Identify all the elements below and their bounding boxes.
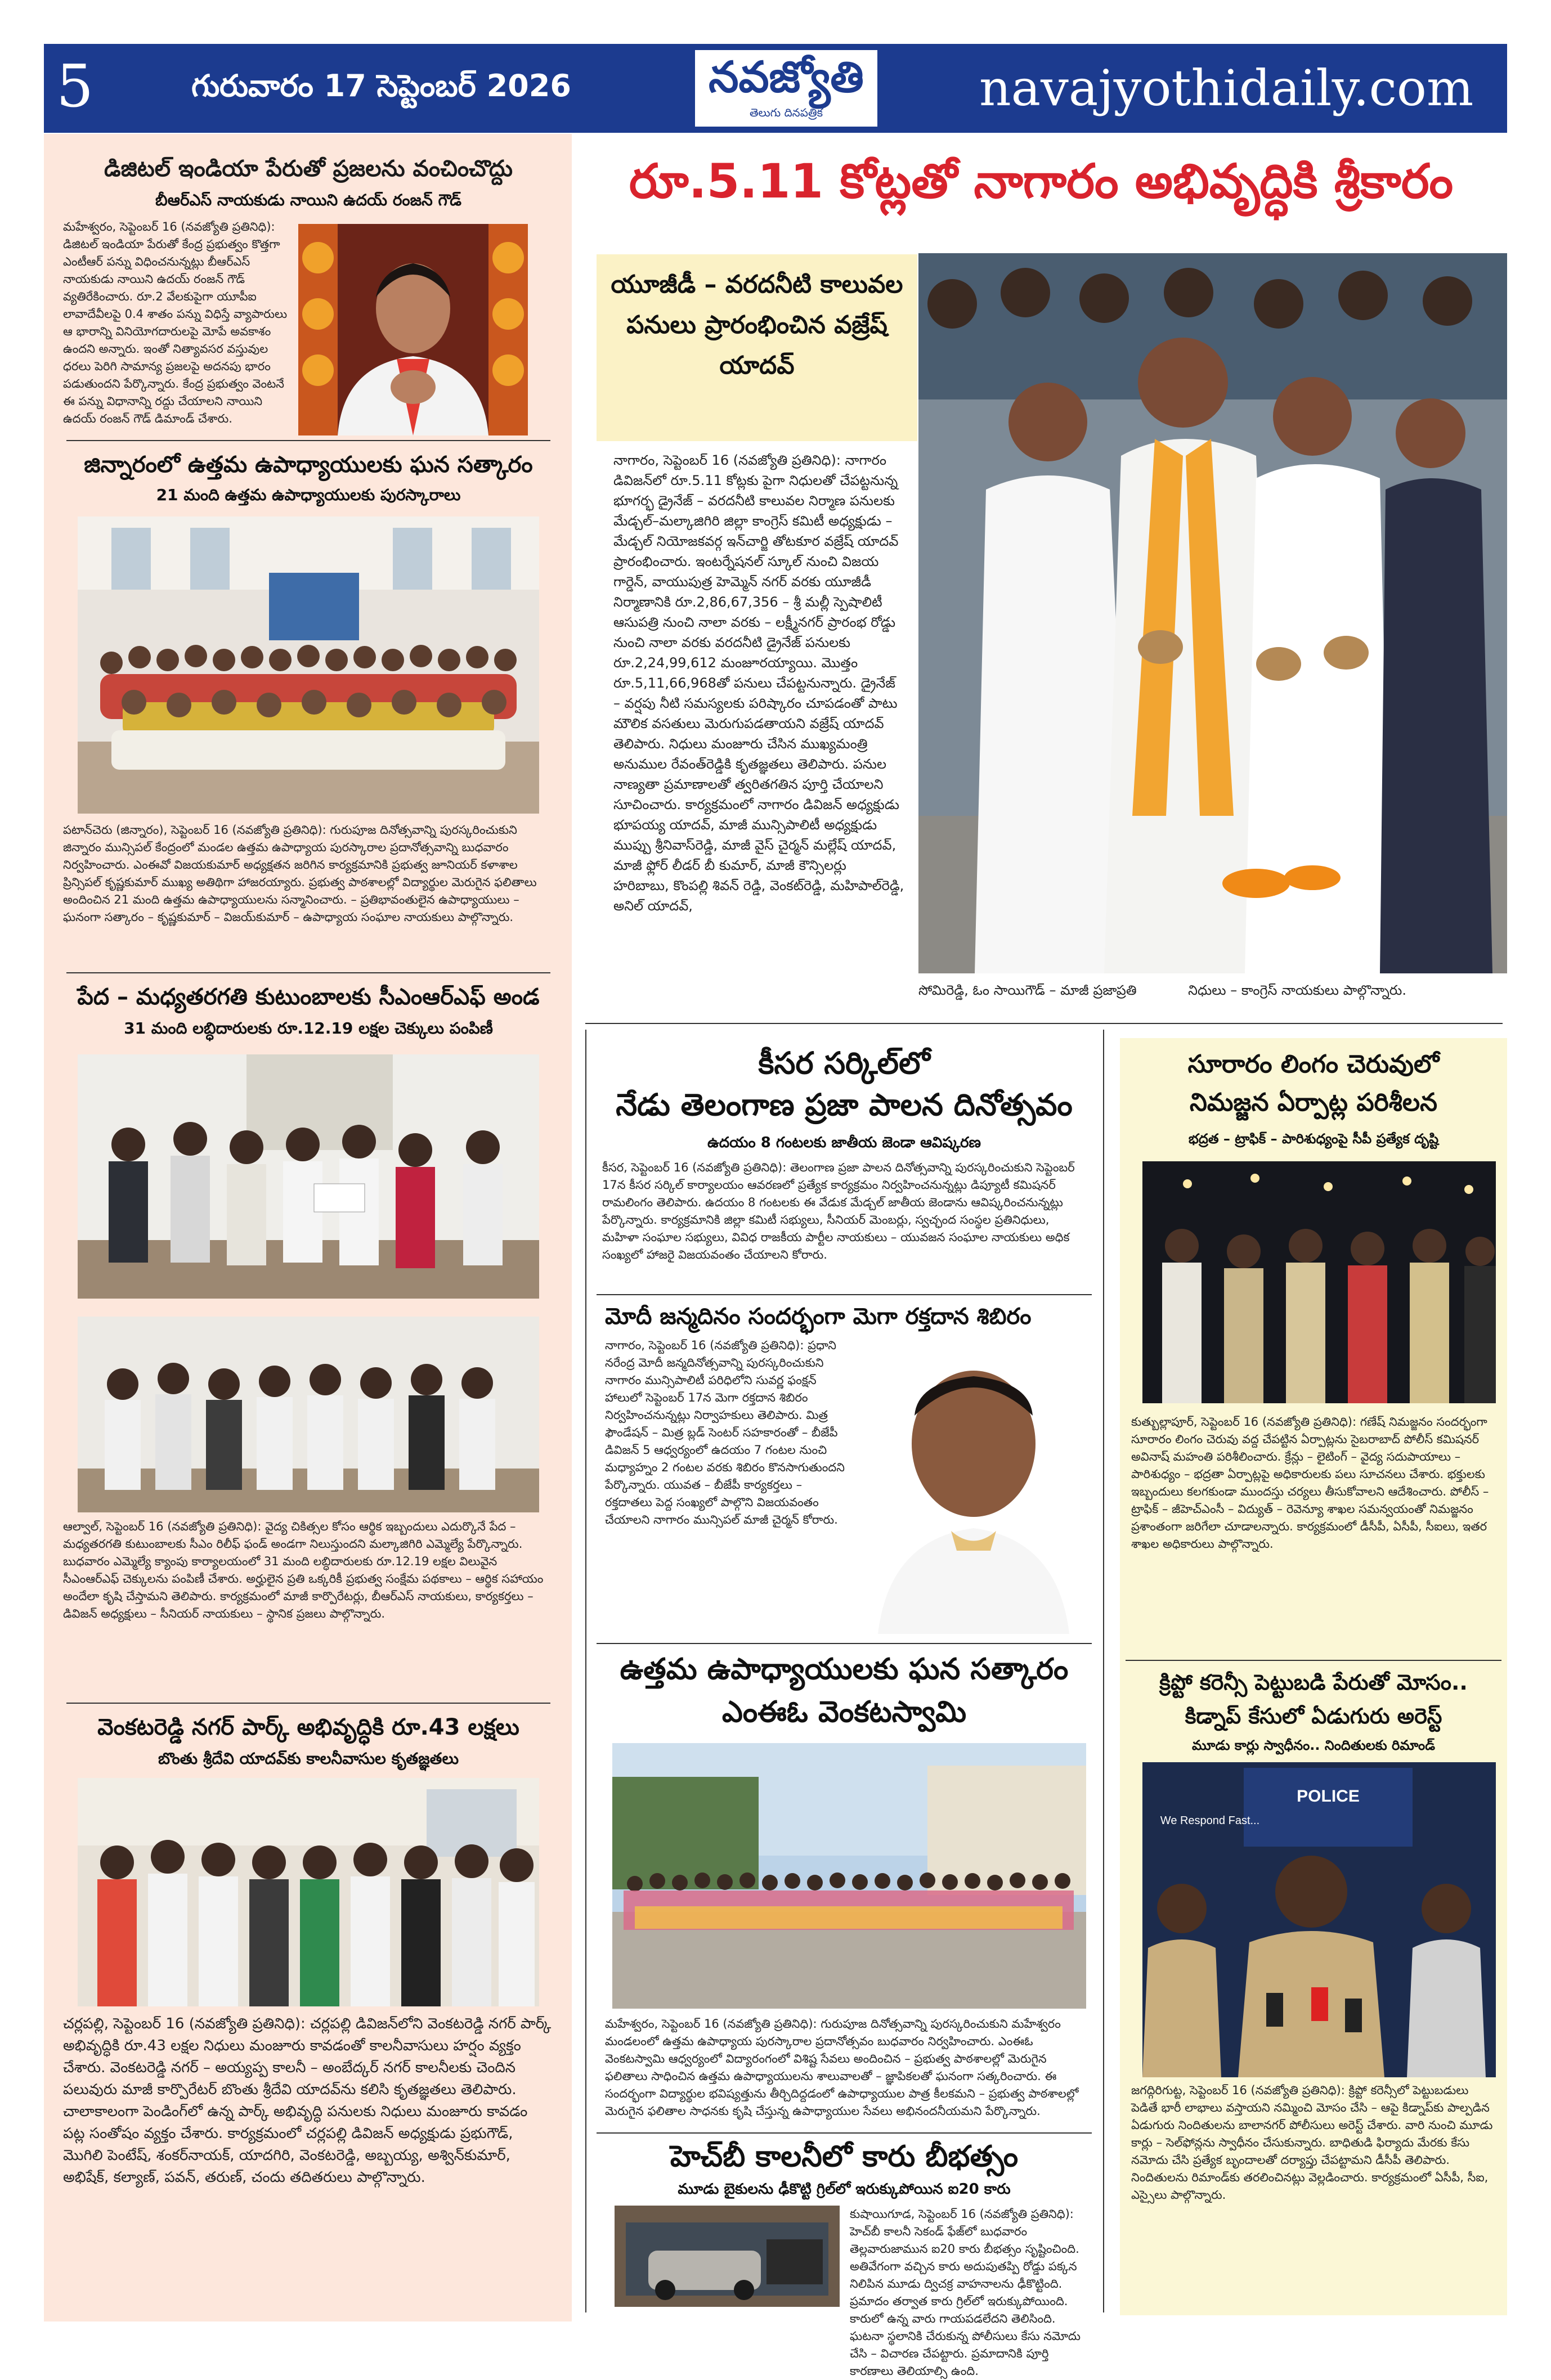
- article-subtitle: 21 మంది ఉత్తమ ఉపాధ్యాయులకు పురస్కారాలు: [156, 486, 461, 504]
- article-body: నాగారం, సెప్టెంబర్ 16 (నవజ్యోతి ప్రతినిధి): ప్రధాని నరేంద్ర మోదీ జన్మదినోత్సవాన్ని పురస్కరించుకుని నాగారం మున్సిపాలిటీ పరిధిలోని సువర్ణ ఫంక్షన్ హాలులో సెప్టెంబర్ 17న మెగా రక్తదాన శిబిరం నిర్వహించనున్నట్లు నిర్వాహకులు తెలిపారు. మిత్ర ఫౌండేషన్ – మిత్ర బ్లడ్ సెంటర్ సహకారంతో – బీజేపీ డివిజన్ 5 ఆధ్వర్యంలో ఉదయం 7 గంటల నుంచి మధ్యాహ్నం 2 గంటల వరకు శిబిరం కొనసాగుతుందని పేర్కొన్నారు. యువత – బీజేపీ కార్యకర్తలు – రక్తదాతలు పెద్ద సంఖ్యలో పాల్గొని విజయవంతం చేయాలని నాగారం మున్సిపల్ మాజీ చైర్మన్ కోరారు.: [605, 1339, 845, 1526]
- cheque-distribution-photo-2: [78, 1317, 539, 1512]
- lead-highlight: యూజీడీ – వరదనీటి కాలువల పనులు ప్రారంభించిన వజ్రేష్ యాదవ్: [611, 270, 903, 380]
- newspaper-logo: [693, 48, 879, 128]
- column-divider: [1103, 1030, 1104, 2312]
- article-title: వెంకటరెడ్డి నగర్ పార్క్ అభివృద్ధికి రూ.43 లక్షలు: [97, 1714, 519, 1740]
- column-divider: [585, 1030, 586, 2312]
- article-body: కుషాయిగూడ, సెప్టెంబర్ 16 (నవజ్యోతి ప్రతినిధి): హెచ్‌బీ కాలనీ సెకండ్ ఫేజ్‌లో బుధవారం తెల్లవారుజామున ఐ20 కారు బీభత్సం సృష్టించింది. అతివేగంగా వచ్చిన కారు అదుపుతప్పి రోడ్డు పక్కన నిలిపిన మూడు ద్విచక్ర వాహనాలను ఢీకొట్టింది. ప్రమాదం తర్వాత కారు గ్రిల్‌లో ఇరుక్కుపోయింది. కారులో ఉన్న వారు గాయపడలేదని తెలిసింది. ఘటనా స్థలానికి చేరుకున్న పోలీసులు కేసు నమోదు చేసి – విచారణ చేపట్టారు. ప్రమాదానికి పూర్తి కారణాలు తెలియాల్సి ఉంది.: [850, 2207, 1081, 2378]
- banner-slogan: We Respond Fast...: [1160, 1815, 1260, 1827]
- logo-subtitle: తెలుగు దినపత్రిక: [749, 106, 823, 119]
- photo-caption: సోమిరెడ్డి, ఓం సాయిగౌడ్ – మాజీ ప్రజాప్రతి నిధులు – కాంగ్రెస్ నాయకులు పాల్గొన్నారు.: [918, 982, 1406, 998]
- article-title: నేడు తెలంగాణ ప్రజా పాలన దినోత్సవం: [616, 1087, 1073, 1122]
- lead-headline: రూ.5.11 కోట్లతో నాగారం అభివృద్ధికి శ్రీకారం: [629, 154, 1454, 209]
- felicitation-group-photo: [78, 517, 539, 814]
- article-subtitle: బీఆర్ఎస్ నాయకుడు నాయిని ఉదయ్ రంజన్ గౌడ్: [155, 191, 461, 209]
- lead-article-body: నాగారం, సెప్టెంబర్ 16 (నవజ్యోతి ప్రతినిధి): నాగారం డివిజన్‌లో రూ.5.11 కోట్లకు పైగా నిధులతో చేపట్టనున్న భూగర్భ డ్రైనేజ్ – వరదనీటి కాలువల నిర్మాణ పనులకు మేడ్చల్–మల్కాజిగిరి జిల్లా కాంగ్రెస్ కమిటీ అధ్యక్షుడు – మేడ్చల్ నియోజకవర్గ ఇన్‌చార్జి తోటకూర వజ్రేష్ యాదవ్ ప్రారంభించారు. ఇంటర్నేషనల్ స్కూల్ నుంచి విజయ గార్డెన్, వాయుపుత్ర హెమ్మెన్ నగర్ వరకు యూజీడీ నిర్మాణానికి రూ.2,86,67,356 – శ్రీ మల్లీ స్పెషాలిటీ ఆసుపత్రి నుంచి నాలా వరకు – లక్ష్మీనగర్ ప్రారంభ రోడ్డు నుంచి నాలా వరకు వరదనీటి డ్రైనేజ్ పనులకు రూ.2,24,99,612 మంజూరయ్యాయి. మొత్తం రూ.5,11,66,968తో పనులు చేపట్టనున్నారు. డ్రైనేజ్ – వర్షపు నీటి సమస్యలకు పరిష్కారం చూపడంతో పాటు మౌలిక వసతులు మెరుగుపడతాయని వజ్రేష్ యాదవ్ తెలిపారు. నిధులు మంజూరు చేసిన ముఖ్యమంత్రి అనుముల రేవంత్‌రెడ్డికి కృతజ్ఞతలు తెలిపారు. పనుల నాణ్యతా ప్రమాణాలతో త్వరితగతిన పూర్తి చేయాలని సూచించారు. కార్యక్రమంలో నాగారం డివిజన్ అధ్యక్షుడు భూపయ్య యాదవ్, మాజీ మున్సిపాలిటీ అధ్యక్షుడు ముప్పు శ్రీనివాస్‌రెడ్డి, మాజీ వైస్ చైర్మన్ మల్లేష్ యాదవ్, మాజీ ఫ్లోర్ లీడర్ బీ కుమార్, మాజీ కౌన్సిలర్లు హరిబాబు, కొంపల్లి శివన్ రెడ్డి, వెంకట్‌రెడ్డి, మహిపాల్‌రెడ్డి, అనిల్ యాదవ్,: [613, 452, 904, 914]
- article-body: ఆల్వాల్, సెప్టెంబర్ 16 (నవజ్యోతి ప్రతినిధి): వైద్య చికిత్సల కోసం ఆర్థిక ఇబ్బందులు ఎదుర్కొనే పేద – మధ్యతరగతి కుటుంబాలకు సీఎం రిలీఫ్ ఫండ్ అండగా నిలుస్తుందని మల్కాజిగిరి ఎమ్మెల్యే పేర్కొన్నారు. బుధవారం ఎమ్మెల్యే క్యాంపు కార్యాలయంలో 31 మంది లబ్ధిదారులకు రూ.12.19 లక్షల విలువైన సీఎంఆర్ఎఫ్ చెక్కులను పంపిణీ చేశారు. అర్హులైన ప్రతి ఒక్కరికీ ప్రభుత్వ సంక్షేమ పథకాలు – ఆర్థిక సహాయం అందేలా కృషి చేస్తామని తెలిపారు. కార్యక్రమంలో మాజీ కార్పొరేటర్లు, బీఆర్ఎస్ నాయకులు, కార్యకర్తలు – డివిజన్ అధ్యక్షులు – సీనియర్ నాయకులు – స్థానిక ప్రజలు పాల్గొన్నారు.: [63, 1520, 544, 1620]
- page-number: 5: [56, 52, 94, 120]
- article-subtitle: 31 మంది లబ్ధిదారులకు రూ.12.19 లక్షల చెక్కులు పంపిణీ: [124, 1019, 493, 1038]
- article-title: నిమజ్జన ఏర్పాట్ల పరిశీలన: [1189, 1088, 1437, 1117]
- article-title: హెచ్‌బీ కాలనీలో కారు బీభత్సం: [670, 2140, 1019, 2174]
- logo-title: నవజ్యోతి: [709, 52, 864, 102]
- article-title: క్రిప్టో కరెన్సీ పెట్టుబడి పేరుతో మోసం..: [1159, 1670, 1468, 1695]
- divider: [56, 1703, 561, 1704]
- article-title: కిడ్నాప్ కేసులో ఏడుగురు అరెస్ట్: [1185, 1704, 1442, 1728]
- divider: [1126, 1660, 1501, 1661]
- divider: [585, 1023, 1503, 1024]
- park-delegation-photo: [78, 1778, 539, 2006]
- divider: [56, 972, 561, 973]
- article-subtitle: భద్రత – ట్రాఫిక్ – పారిశుధ్యంపై సీపీ ప్రత్యేక దృష్టి: [1188, 1131, 1439, 1147]
- article-body: జగద్గిరిగుట్ట, సెప్టెంబర్ 16 (నవజ్యోతి ప్రతినిధి): క్రిప్టో కరెన్సీలో పెట్టుబడులు పెడితే భారీ లాభాలు వస్తాయని నమ్మించి మోసం చేసి – ఆపై కిడ్నాప్‌కు పాల్పడిన ఏడుగురు నిందితులను బాలానగర్ పోలీసులు అరెస్ట్ చేశారు. వారి నుంచి మూడు కార్లు – సెల్‌ఫోన్లను స్వాధీనం చేసుకున్నారు. బాధితుడి ఫిర్యాదు మేరకు కేసు నమోదు చేసి ప్రత్యేక బృందాలతో దర్యాప్తు చేపట్టామని డీసీపీ తెలిపారు. నిందితులను రిమాండ్‌కు తరలించినట్లు వెల్లడించారు. కార్యక్రమంలో ఏసీపీ, సీఐ, ఎస్సైలు పాల్గొన్నారు.: [1131, 2083, 1493, 2202]
- website-url[interactable]: navajyothidaily.com: [979, 59, 1474, 117]
- divider: [597, 1643, 1092, 1644]
- article-body: పటాన్‌చెరు (జిన్నారం), సెప్టెంబర్ 16 (నవజ్యోతి ప్రతినిధి): గురుపూజ దినోత్సవాన్ని పురస్కరించుకుని జిన్నారం మున్సిపల్ కేంద్రంలో మండల ఉత్తమ ఉపాధ్యాయ పురస్కారాల ప్రదానోత్సవాన్ని బుధవారం నిర్వహించారు. ఎంఈవో విజయకుమార్ అధ్యక్షతన జరిగిన కార్యక్రమానికి ప్రభుత్వ జూనియర్ కళాశాల ప్రిన్సిపల్ కృష్ణకుమార్ ముఖ్య అతిథిగా హాజరయ్యారు. ప్రభుత్వ పాఠశాలల్లో విద్యార్థుల మెరుగైన ఫలితాలు అందించిన 21 మంది ఉత్తమ ఉపాధ్యాయులను సన్మానించారు. – ప్రతిభావంతులైన ఉపాధ్యాయులు – ఘనంగా సత్కారం – కృష్ణకుమార్ – విజయ్‌కుమార్ – ఉపాధ్యాయ సంఘాల నాయకులు పాల్గొన్నారు.: [63, 823, 537, 924]
- car-accident-photo: [615, 2206, 840, 2307]
- article-title: కీసర సర్కిల్‌లో: [758, 1045, 930, 1081]
- article-body: మహేశ్వరం, సెప్టెంబర్ 16 (నవజ్యోతి ప్రతినిధి): డిజిటల్ ఇండియా పేరుతో కేంద్ర ప్రభుత్వం కొత్తగా ఎంటీఆర్ పన్ను విధించనున్నట్లు బీఆర్ఎస్ నాయకుడు నాయిని ఉదయ్ రంజన్ గౌడ్ వ్యతిరేకించారు. రూ.2 వేలకుపైగా యూపీఐ లావాదేవీలపై 0.4 శాతం పన్ను విధిస్తే వ్యాపారులు ఆ భారాన్ని వినియోగదారులపై మోపే అవకాశం ఉందని అన్నారు. ఇంతో నిత్యావసర వస్తువుల ధరలు పెరిగి సామాన్య ప్రజలపై అదనపు భారం పడుతుందని పేర్కొన్నారు. కేంద్ర ప్రభుత్వం వెంటనే ఈ పన్ను విధానాన్ని రద్దు చేయాలని నాయిని ఉదయ్ రంజన్ గౌడ్ డిమాండ్ చేశారు.: [63, 220, 288, 425]
- divider: [597, 2132, 1092, 2134]
- article-title: ఎంఈఓ వెంకటస్వామి: [721, 1695, 967, 1729]
- article-subtitle: మూడు బైకులను ఢీకొట్టి గ్రిల్‌లో ఇరుక్కుపోయిన ఐ20 కారు: [678, 2181, 1011, 2198]
- article-title: డిజిటల్ ఇండియా పేరుతో ప్రజలను వంచించొద్దు: [104, 156, 513, 182]
- article-body: కుత్బుల్లాపూర్, సెప్టెంబర్ 16 (నవజ్యోతి ప్రతినిధి): గణేష్ నిమజ్జనం సందర్భంగా సూరారం లింగం చెరువు వద్ద చేపట్టిన ఏర్పాట్లను సైబరాబాద్ పోలీస్ కమిషనర్ అవినాష్ మహంతి పరిశీలించారు. క్రేన్లు – లైటింగ్ – వైద్య సదుపాయాలు – పారిశుధ్యం – భద్రతా ఏర్పాట్లపై అధికారులకు పలు సూచనలు చేశారు. భక్తులకు ఇబ్బందులు కలగకుండా ముందస్తు చర్యలు తీసుకోవాలని ఆదేశించారు. పోలీస్ – ట్రాఫిక్ – జీహెచ్ఎంసీ – విద్యుత్ – రెవెన్యూ శాఖల సమన్వయంతో నిమజ్జనం ప్రశాంతంగా జరిగేలా చూడాలన్నారు. కార్యక్రమంలో డీసీపీ, ఏసీపీ, సీఐలు, ఇతర శాఖల అధికారులు పాల్గొన్నారు.: [1131, 1415, 1489, 1551]
- portrait-photo: [861, 1337, 1086, 1634]
- article-body: మహేశ్వరం, సెప్టెంబర్ 16 (నవజ్యోతి ప్రతినిధి): గురుపూజ దినోత్సవాన్ని పురస్కరించుకుని మహేశ్వరం మండలంలో ఉత్తమ ఉపాధ్యాయ పురస్కారాల ప్రదానోత్సవం బుధవారం నిర్వహించారు. ఎంఈఓ వెంకటస్వామి ఆధ్వర్యంలో విద్యారంగంలో విశిష్ట సేవలు అందించిన – ప్రభుత్వ పాఠశాలల్లో మెరుగైన ఫలితాలు సాధించిన ఉత్తమ ఉపాధ్యాయులను శాలువాలతో – జ్ఞాపికలతో ఘనంగా సత్కరించారు. ఈ సందర్భంగా విద్యార్థుల భవిష్యత్తును తీర్చిదిద్దడంలో ఉపాధ్యాయుల పాత్ర కీలకమని – ప్రభుత్వ పాఠశాలల్లో మెరుగైన ఫలితాల సాధనకు కృషి చేస్తున్న ఉపాధ్యాయుల సేవలు అభినందనీయమని పేర్కొన్నారు.: [605, 2017, 1079, 2118]
- article-title: ఉత్తమ ఉపాధ్యాయులకు ఘన సత్కారం: [620, 1652, 1069, 1686]
- article-title: సూరారం లింగం చెరువులో: [1187, 1050, 1440, 1079]
- police-press-meet-photo: [1142, 1762, 1496, 2077]
- article-subtitle: మూడు కార్లు స్వాధీనం.. నిందితులకు రిమాండ్: [1192, 1737, 1435, 1753]
- article-title: పేద – మధ్యతరగతి కుటుంబాలకు సీఎంఆర్ఎఫ్ అండ: [77, 984, 540, 1010]
- article-title: మోదీ జన్మదినం సందర్భంగా మెగా రక్తదాన శిబిరం: [605, 1304, 1032, 1330]
- divider: [56, 440, 561, 441]
- issue-date: గురువారం 17 సెప్టెంబర్ 2026: [191, 68, 571, 104]
- lead-ceremony-photo: [918, 253, 1507, 973]
- article-body: కీసర, సెప్టెంబర్ 16 (నవజ్యోతి ప్రతినిధి): తెలంగాణ ప్రజా పాలన దినోత్సవాన్ని పురస్కరించుకుని సెప్టెంబర్ 17న కీసర సర్కిల్ కార్యాలయం ఆవరణలో ప్రత్యేక కార్యక్రమం నిర్వహించనున్నట్లు డిప్యూటీ కమిషనర్ రామలింగం తెలిపారు. ఉదయం 8 గంటలకు ఈ వేడుక మేడ్చల్ జాతీయ జెండాను ఆవిష్కరించనున్నట్లు పేర్కొన్నారు. కార్యక్రమానికి జిల్లా కమిటీ సభ్యులు, సీనియర్ మెంబర్లు, స్వచ్ఛంద సంస్థల ప్రతినిధులు, మహిళా సంఘాల సభ్యులు, వివిధ రాజకీయ పార్టీల నాయకులు – యువజన సంఘాల నాయకులు అధిక సంఖ్యలో హాజరై విజయవంతం చేయాలని కోరారు.: [602, 1161, 1075, 1261]
- cheque-distribution-photo-1: [78, 1054, 539, 1299]
- article-title: జిన్నారంలో ఉత్తమ ఉపాధ్యాయులకు ఘన సత్కారం: [84, 452, 533, 478]
- article-subtitle: ఉదయం 8 గంటలకు జాతీయ జెండా ఆవిష్కరణ: [707, 1134, 981, 1151]
- portrait-photo: [298, 224, 528, 435]
- article-body: చర్లపల్లి, సెప్టెంబర్ 16 (నవజ్యోతి ప్రతినిధి): చర్లపల్లి డివిజన్‌లోని వెంకటరెడ్డి నగర్ పార్క్ అభివృద్ధికి రూ.43 లక్షల నిధులు మంజూరు కావడంతో కాలనీవాసులు హర్షం వ్యక్తం చేశారు. వెంకటరెడ్డి నగర్ – అయ్యప్ప కాలనీ – అంబేద్కర్ నగర్ కాలనీలకు చెందిన పలువురు మాజీ కార్పొరేటర్ బొంతు శ్రీదేవి యాదవ్‌ను కలిసి కృతజ్ఞతలు తెలిపారు. చాలాకాలంగా పెండింగ్‌లో ఉన్న పార్క్ అభివృద్ధి పనులకు నిధులు మంజూరు కావడం పట్ల సంతోషం వ్యక్తం చేశారు. కార్యక్రమంలో చర్లపల్లి డివిజన్ అధ్యక్షుడు ప్రభుగౌడ్, మొగిలి పెంటేష్, శంకర్‌నాయక్, యాదగిరి, వెంకటరెడ్డి, అబ్బయ్య, అశ్విన్‌కుమార్, అభిషేక్, కల్యాణ్, పవన్, తరుణ్, చందు తదితరులు పాల్గొన్నారు.: [63, 2015, 552, 2186]
- teachers-group-photo: [612, 1743, 1086, 2009]
- divider: [597, 1294, 1092, 1295]
- article-subtitle: బొంతు శ్రీదేవి యాదవ్‌కు కాలనీవాసుల కృతజ్ఞతలు: [158, 1749, 459, 1768]
- immersion-inspection-photo: [1142, 1161, 1496, 1403]
- police-banner-text: POLICE: [1297, 1787, 1360, 1806]
